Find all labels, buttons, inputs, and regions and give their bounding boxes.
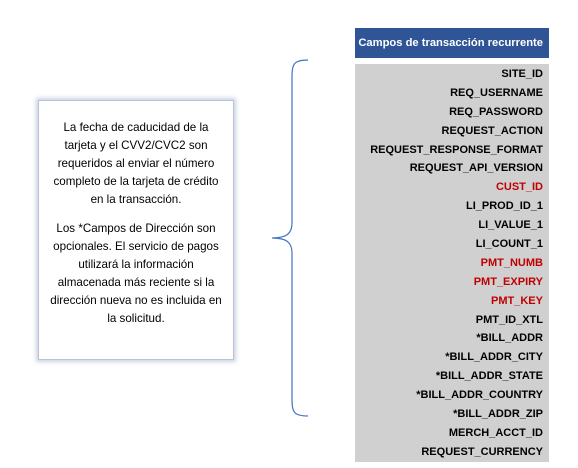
note-paragraph-address-fields: Los *Campos de Dirección son opcionales. El servicio de pagos utilizará la información almacenada más reciente si la dirección nueva no es incluida en la solicitud.: [50, 222, 222, 325]
field-row: REQ_PASSWORD: [449, 105, 543, 118]
field-row: PMT_KEY: [491, 294, 543, 307]
table-header: Campos de transacción recurrente: [355, 28, 549, 58]
curly-brace-connector: [270, 58, 320, 418]
field-row: REQUEST_API_VERSION: [409, 162, 543, 175]
field-row: CUST_ID: [495, 181, 543, 194]
field-row: REQUEST_ACTION: [441, 124, 543, 137]
field-row: PMT_NUMB: [480, 256, 543, 269]
explanation-note-box: [38, 100, 234, 360]
field-row: *BILL_ADDR_CITY: [445, 351, 543, 364]
field-row: *BILL_ADDR_COUNTRY: [416, 389, 543, 402]
table-body: [355, 64, 549, 462]
field-row: *BILL_ADDR_ZIP: [453, 408, 543, 421]
note-paragraph-card-requirements: La fecha de caducidad de la tarjeta y el CVV2/CVC2 son requeridos al enviar el número completo de la tarjeta de crédito en la transacción.: [53, 121, 219, 206]
field-row: REQUEST_RESPONSE_FORMAT: [370, 143, 543, 156]
field-row: LI_PROD_ID_1: [465, 200, 543, 213]
field-row: SITE_ID: [501, 68, 543, 80]
field-row: PMT_ID_XTL: [475, 313, 543, 326]
field-row: REQUEST_CURRENCY: [421, 445, 543, 458]
recurring-transaction-fields-table: [355, 28, 549, 462]
field-row: *BILL_ADDR_STATE: [435, 370, 543, 383]
field-row: MERCH_ACCT_ID: [448, 426, 543, 439]
brace-path: [272, 60, 308, 416]
field-row: REQ_USERNAME: [450, 86, 543, 99]
field-row: PMT_EXPIRY: [473, 275, 543, 288]
field-row: LI_VALUE_1: [478, 219, 543, 232]
field-row: LI_COUNT_1: [475, 238, 543, 251]
field-row: *BILL_ADDR: [476, 332, 543, 345]
